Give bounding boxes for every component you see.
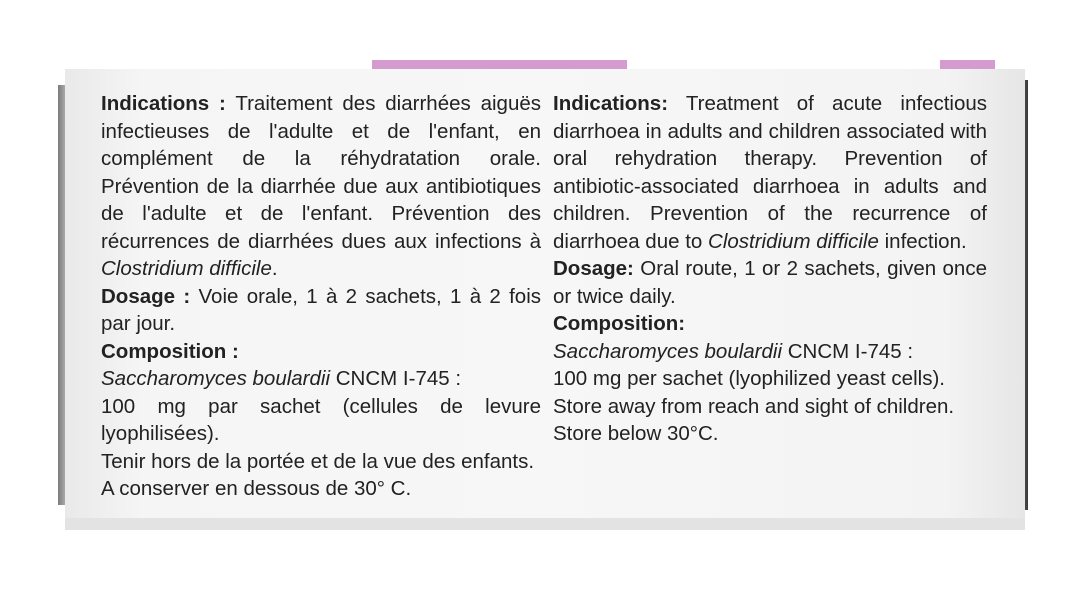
english-indications-text: Treatment of acute infectious diarrhoea in adults and children associated with oral rehydration therapy. Prevention of antibiotic-associated diarrhoea in adults and children. Prevention of the recurrence of diarrhoea due to [553,92,987,253]
english-dosage-label: Dosage: [553,257,634,280]
english-dosage [553,255,987,310]
french-dosage [101,283,541,338]
french-composition-line [101,365,541,393]
english-composition-line [553,338,987,366]
french-indications-label: Indications : [101,92,226,115]
english-storage-temperature: Store below 30°C. [553,422,719,445]
french-dosage-text: Voie orale, 1 à 2 sachets, 1 à 2 fois par jour. [101,284,542,335]
english-dosage-text: Oral route, 1 or 2 sachets, given once or twice daily. [553,257,987,308]
french-composition-label: Composition : [101,339,239,363]
english-indications [553,90,987,255]
french-indications [101,90,541,283]
french-indications-end: . [271,257,278,280]
pink-accent-strip [372,60,627,69]
english-storage-children: Store away from reach and sight of children. [553,394,955,418]
french-indications-text: Traitement des diarrhées aiguës infectieuses de l'adulte et de l'enfant, en complément de la réhydratation orale. Prévention de la diarrhée due aux antibiotiques de l'adulte et de l'enfant. Prévention des récurrences de diarrhées dues aux infections à [101,92,541,253]
french-dosage-label: Dosage : [101,284,191,308]
english-indications-end: infection. [884,229,967,253]
english-indications-label: Indications: [553,92,669,115]
french-indications-organism: Clostridium difficile [101,257,272,280]
french-storage-temperature: A conserver en dessous de 30° C. [101,477,412,500]
box-bottom-edge [65,518,1025,530]
english-column [553,90,987,448]
english-composition-strain: CNCM I-745 : [787,339,914,363]
english-composition-amount: 100 mg per sachet (lyophilized yeast cells). [553,367,945,390]
french-composition-amount: 100 mg par sachet (cellules de levure lyophilisées). [101,394,541,445]
french-column [101,90,541,503]
english-composition-organism: Saccharomyces boulardii [553,339,783,363]
french-storage-children: Tenir hors de la portée et de la vue des enfants. [101,449,535,473]
french-composition-strain: CNCM I-745 : [335,367,462,390]
english-indications-organism: Clostridium difficile [708,229,879,253]
french-composition-organism: Saccharomyces boulardii [101,367,331,390]
english-composition-label: Composition: [553,312,686,335]
